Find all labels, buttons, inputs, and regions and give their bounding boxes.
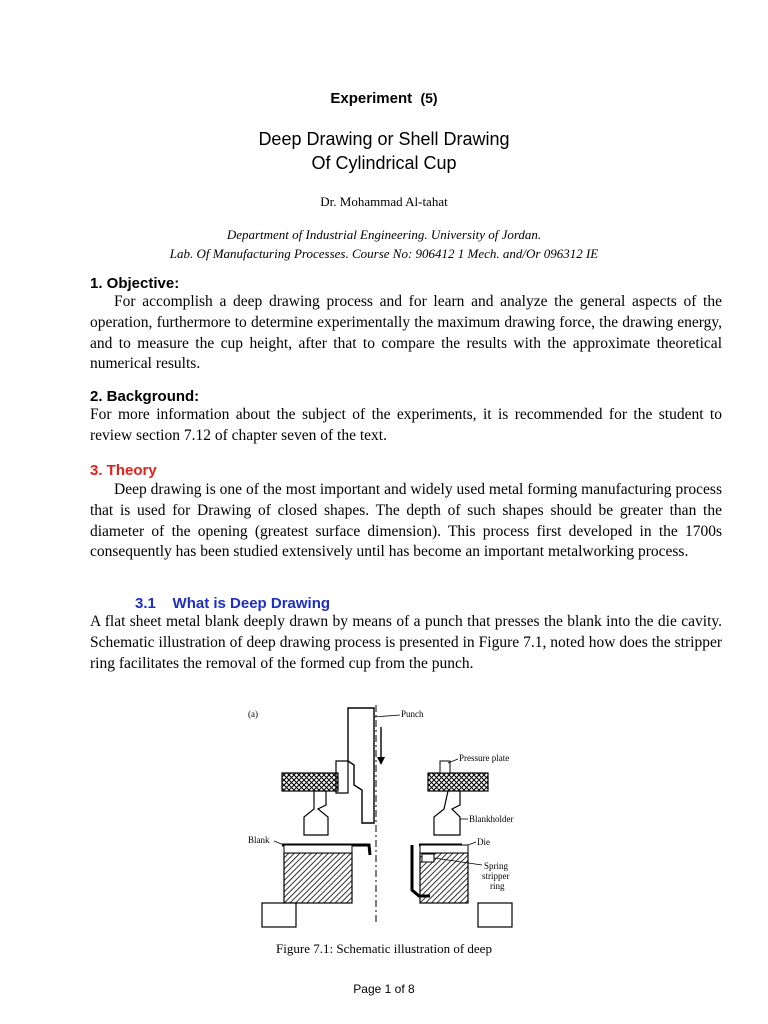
punch-shape bbox=[348, 708, 374, 823]
subsection-title: What is Deep Drawing bbox=[172, 595, 331, 612]
department-line: Department of Industrial Engineering. University of Jordan. bbox=[226, 227, 542, 242]
label-spring-1: Spring bbox=[484, 861, 509, 871]
what-is-text: A flat sheet metal blank deeply drawn by means of a punch that presses the blank into the die cavity. Schematic illustration of deep drawing process is presented in Figure 7.1, noted how does the stripper ring facilitates the removal of the formed cup from the punch. bbox=[90, 613, 722, 672]
panel-label: (a) bbox=[248, 709, 258, 719]
label-die: Die bbox=[477, 837, 490, 847]
theory-paragraph bbox=[90, 480, 722, 563]
pressure-plate-right bbox=[428, 773, 488, 791]
label-punch: Punch bbox=[401, 709, 424, 719]
theory-heading: 3. Theory bbox=[90, 462, 157, 479]
background-text: For more information about the subject of the experiments, it is recommended for the student to review section 7.12 of chapter seven of the text. bbox=[90, 406, 722, 444]
label-spring-2: stripper bbox=[482, 871, 510, 881]
label-blankholder: Blankholder bbox=[469, 814, 514, 824]
deep-drawing-figure bbox=[244, 705, 534, 935]
background-paragraph bbox=[90, 405, 722, 447]
blankholder-right bbox=[434, 791, 460, 835]
title-line-1: Deep Drawing or Shell Drawing bbox=[258, 129, 510, 149]
leader-die bbox=[468, 842, 476, 845]
figure-caption: Figure 7.1: Schematic illustration of deep bbox=[276, 941, 492, 956]
leader-punch bbox=[374, 715, 400, 717]
stripper-ring bbox=[422, 854, 434, 862]
title-line-2: Of Cylindrical Cup bbox=[311, 153, 457, 173]
objective-text: For accomplish a deep drawing process and for learn and analyze the general aspects of the operation, furthermore to determine experimentally the maximum drawing force, the drawing energy, and to measure the cup height, after that to compare the results with the approximate theoretical numerical results. bbox=[90, 293, 722, 373]
page-number: Page 1 of 8 bbox=[353, 982, 415, 996]
base-plate-left bbox=[262, 903, 296, 927]
label-spring-3: ring bbox=[490, 881, 505, 891]
objective-paragraph bbox=[90, 292, 722, 375]
leader-blank bbox=[274, 841, 284, 845]
die-right-top bbox=[420, 845, 468, 853]
theory-text: Deep drawing is one of the most important and widely used metal forming manufacturing process that is used for Drawing of closed shapes. The depth of such shapes should be greater than the diameter of the opening (greatest surface dimension). This process first developed in the 1700s consequently has been studied extensively until has become an important metalworking process. bbox=[90, 481, 722, 561]
motion-arrow-head bbox=[377, 757, 385, 765]
author-name: Dr. Mohammad Al-tahat bbox=[320, 194, 448, 209]
pressure-plate-left bbox=[282, 773, 338, 791]
blankholder-left bbox=[304, 791, 328, 835]
experiment-number: (5) bbox=[420, 90, 438, 106]
experiment-label: Experiment bbox=[330, 90, 413, 107]
die-left bbox=[284, 853, 352, 903]
label-pressure-plate: Pressure plate bbox=[459, 753, 510, 763]
what-is-paragraph bbox=[90, 612, 722, 674]
label-blank: Blank bbox=[248, 835, 270, 845]
lab-course-line: Lab. Of Manufacturing Processes. Course No: 906412 1 Mech. and/Or 096312 IE bbox=[169, 246, 599, 261]
experiment-heading bbox=[0, 90, 768, 107]
background-heading: 2. Background: bbox=[90, 388, 200, 405]
die-left-top bbox=[284, 845, 352, 853]
objective-heading: 1. Objective: bbox=[90, 275, 180, 292]
base-plate-right bbox=[478, 903, 512, 927]
subsection-number: 3.1 bbox=[135, 595, 156, 612]
subsection-heading bbox=[135, 595, 330, 612]
